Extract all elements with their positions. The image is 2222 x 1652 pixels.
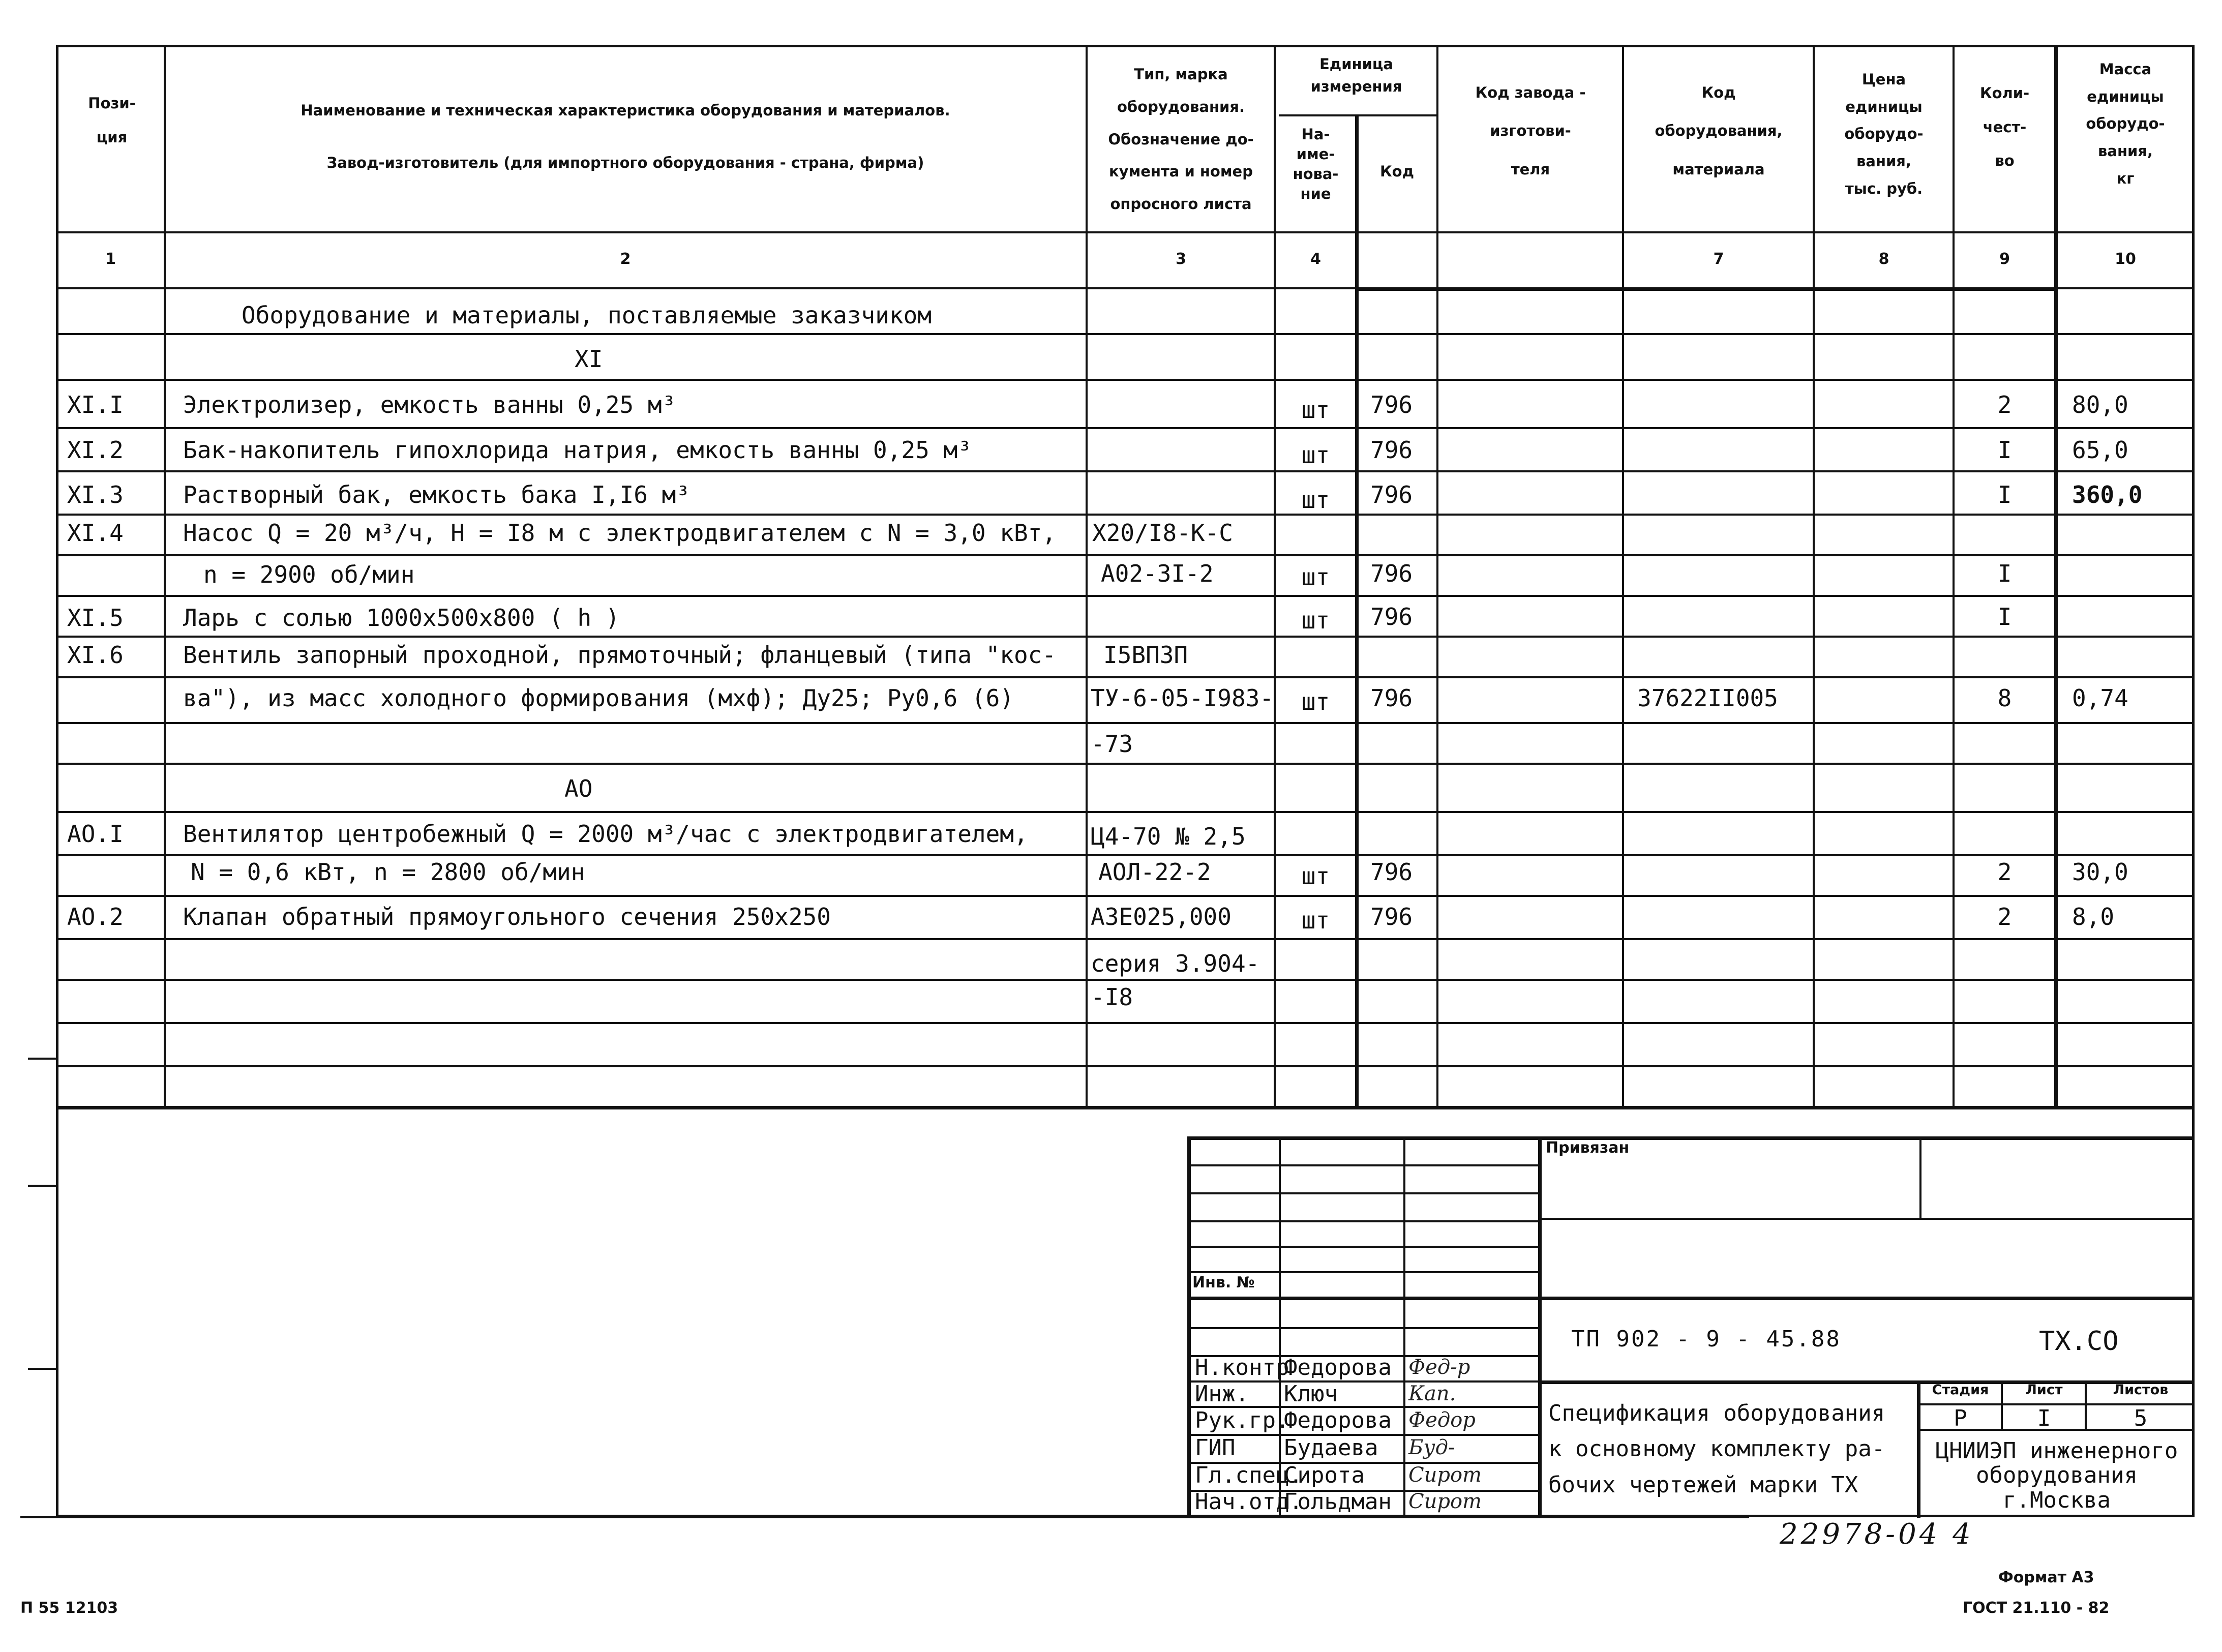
table-cell-name: Электролизер, емкость ванны 0,25 м³	[183, 391, 676, 418]
row-line	[56, 763, 2195, 765]
signer-role: Рук.гр.	[1195, 1407, 1289, 1433]
margin-tick	[28, 1368, 56, 1370]
table-cell-type: АЗЕ025,000	[1091, 903, 1232, 930]
table-cell-quantity: I	[1997, 603, 2012, 630]
table-cell-unit-code: 796	[1370, 684, 1413, 712]
col-line	[1355, 114, 1359, 1107]
signer-role: Гл.спец.	[1195, 1462, 1303, 1488]
signer-role: ГИП	[1195, 1435, 1236, 1461]
table-cell-position: XI.I	[67, 391, 124, 418]
signer-signature: Сирот	[1408, 1463, 1482, 1487]
row-line	[56, 427, 2195, 429]
table-cell-type: Ц4-70 № 2,5	[1091, 823, 1246, 850]
table-cell-type: серия 3.904-	[1091, 950, 1260, 977]
table-cell-type: I5ВПЗП	[1103, 641, 1188, 669]
sheets-label: Листов	[2113, 1382, 2169, 1398]
column-number: 3	[1176, 250, 1186, 268]
row-line	[56, 514, 2195, 516]
col-line	[1436, 45, 1438, 1107]
row-line	[56, 938, 2195, 940]
attached-label: Привязан	[1546, 1139, 1630, 1157]
gost-label: ГОСТ 21.110 - 82	[1963, 1599, 2110, 1617]
signer-role: Инж.	[1195, 1381, 1249, 1407]
table-cell-name: n = 2900 об/мин	[203, 561, 415, 588]
margin-tick	[28, 1058, 56, 1060]
tb-line	[1187, 1246, 1538, 1248]
col-line	[2054, 45, 2058, 1107]
header-type: Тип, марка оборудования. Обозначение до- кумента и номер опросного листа	[1108, 66, 1254, 213]
signer-role: Нач.отд.	[1195, 1489, 1303, 1515]
table-cell-position: XI.5	[67, 604, 124, 632]
header-mass: Масса единицы оборудо- вания, кг	[2086, 61, 2165, 187]
table-cell-position: XI.2	[67, 436, 124, 464]
table-cell-unit-code: 796	[1370, 436, 1413, 464]
header-plant-code: Код завода - изготови- теля	[1475, 84, 1586, 178]
signer-name: Сирота	[1284, 1462, 1365, 1488]
column-number: 10	[2115, 250, 2136, 268]
table-cell-position: XI.3	[67, 481, 124, 508]
header-quantity: Коли- чест- во	[1979, 84, 2030, 170]
table-cell-unit-code: 796	[1370, 603, 1413, 630]
header-name-line2: Завод-изготовитель (для импортного оборудования - страна, фирма)	[326, 154, 924, 171]
tb-line	[1187, 1192, 1538, 1194]
table-cell-unit: шт	[1301, 688, 1330, 715]
table-cell-unit-code: 796	[1370, 858, 1413, 886]
column-number: 8	[1878, 250, 1889, 268]
table-cell-name: Бак-накопитель гипохлорида натрия, емкость ванны 0,25 м³	[183, 436, 972, 464]
table-cell-mass: 65,0	[2072, 436, 2128, 464]
col-line	[1953, 45, 1955, 1107]
header-name-line1: Наименование и техническая характеристика оборудования и материалов.	[301, 102, 950, 119]
table-cell-mass: 30,0	[2072, 858, 2128, 886]
tb-line	[1538, 1136, 1542, 1518]
column-number: 7	[1713, 250, 1724, 268]
row-line	[56, 554, 2195, 556]
row-line	[56, 676, 2195, 678]
row-line	[56, 854, 2195, 856]
table-cell-unit-code: 796	[1370, 903, 1413, 930]
row-line	[56, 895, 2195, 897]
table-cell-name: Насос Q = 20 м³/ч, H = I8 м с электродвигателем с N = 3,0 кВт,	[183, 519, 1057, 547]
section-ao-label: AO	[564, 775, 593, 802]
section-xi-label: XI	[575, 345, 603, 373]
table-cell-unit: шт	[1301, 441, 1330, 469]
titleblock-top-border	[1187, 1136, 2195, 1140]
signer-name: Федорова	[1284, 1355, 1392, 1380]
row-line	[56, 595, 2195, 597]
row-line	[56, 379, 2195, 381]
left-code: П 55 12103	[20, 1599, 118, 1617]
table-cell-unit-code: 796	[1370, 391, 1413, 418]
tb-line	[1187, 1327, 1538, 1329]
signer-name: Ключ	[1284, 1381, 1338, 1407]
column-number: 1	[105, 250, 116, 268]
document-title: Спецификация оборудования к основному комплекту ра- бочих чертежей марки ТХ	[1548, 1400, 1885, 1498]
table-cell-unit-code: 796	[1370, 481, 1413, 508]
section-title: Оборудование и материалы, поставляемые заказчиком	[242, 302, 932, 329]
tb-line	[1187, 1164, 1538, 1166]
col-line	[1086, 45, 1088, 1107]
tb-line	[1538, 1297, 2195, 1300]
table-cell-name: Вентиль запорный проходной, прямоточный; фланцевый (типа "кос-	[183, 641, 1057, 669]
table-cell-name: Ларь с солью 1000x500x800 ( h )	[183, 604, 620, 632]
table-cell-mass: 8,0	[2072, 903, 2115, 930]
signer-signature: Буд-	[1408, 1436, 1455, 1459]
row-line	[56, 636, 2195, 638]
signer-role: Н.контр	[1195, 1355, 1289, 1380]
table-cell-position: XI.6	[67, 641, 124, 669]
margin-tick	[28, 1185, 56, 1187]
table-cell-quantity: 2	[1997, 391, 2012, 418]
table-cell-type: ТУ-6-05-I983-	[1091, 684, 1274, 712]
table-cell-name: ва"), из масс холодного формирования (мхф); Ду25; Ру0,6 (6)	[183, 684, 1014, 712]
tb-line	[1187, 1220, 1538, 1222]
signer-name: Федорова	[1284, 1407, 1392, 1433]
table-cell-type: A02-3I-2	[1101, 560, 1214, 587]
format-label: Формат А3	[1998, 1569, 2094, 1586]
table-cell-unit: шт	[1301, 607, 1330, 634]
signer-signature: Фед-р	[1408, 1356, 1470, 1379]
table-cell-mass: 360,0	[2072, 481, 2143, 508]
table-cell-unit-code: 796	[1370, 560, 1413, 587]
col-line	[1813, 45, 1815, 1107]
row-line	[56, 722, 2195, 724]
row-line	[56, 979, 2195, 981]
table-cell-quantity: 2	[1997, 858, 2012, 886]
table-cell-name: Растворный бак, емкость бака I,I6 м³	[183, 481, 690, 508]
table-cell-name: N = 0,6 кВт, n = 2800 об/мин	[191, 858, 585, 886]
column-number: 4	[1310, 250, 1321, 268]
table-cell-quantity: 2	[1997, 903, 2012, 930]
signer-signature: Сирот	[1408, 1490, 1482, 1513]
signer-signature: Кап.	[1408, 1382, 1456, 1405]
table-cell-position: AO.I	[67, 820, 124, 848]
signer-name: Гольдман	[1284, 1489, 1392, 1515]
table-cell-unit: шт	[1301, 907, 1330, 934]
row-line	[56, 333, 2195, 335]
table-cell-position: AO.2	[67, 903, 124, 930]
row-line	[56, 1022, 2195, 1024]
table-cell-type: X20/I8-K-C	[1092, 519, 1233, 547]
row-line	[56, 1065, 2195, 1067]
document-code: ТП 902 - 9 - 45.88	[1571, 1326, 1841, 1352]
column-number: 2	[620, 250, 631, 268]
table-cell-type: -73	[1091, 730, 1133, 758]
signer-signature: Федор	[1408, 1408, 1476, 1432]
bottom-rule	[20, 1516, 1749, 1518]
stage-label: Стадия	[1932, 1382, 1989, 1398]
table-cell-unit: шт	[1301, 396, 1330, 424]
header-unit-name: На- име- нова- ние	[1293, 126, 1339, 203]
header-unit-group: Единица измерения	[1310, 55, 1402, 95]
table-cell-name: Вентилятор центробежный Q = 2000 м³/час с электродвигателем,	[183, 820, 1028, 848]
table-cell-type: -I8	[1091, 983, 1133, 1011]
table-cell-unit: шт	[1301, 563, 1330, 591]
tb-line	[1919, 1136, 1921, 1218]
header-position: Пози- ция	[88, 95, 136, 146]
row-line	[56, 470, 2195, 472]
sheet-label: Лист	[2025, 1382, 2063, 1398]
inventory-number-label: Инв. №	[1192, 1274, 1255, 1291]
tb-line	[1187, 1271, 1538, 1273]
table-cell-mass: 0,74	[2072, 684, 2128, 712]
header-price: Цена единицы оборудо- вания, тыс. руб.	[1844, 71, 1924, 197]
stage-value: Р	[1954, 1405, 1967, 1431]
header-divider	[56, 231, 2195, 233]
table-cell-quantity: I	[1997, 560, 2012, 587]
col-line	[1622, 45, 1624, 1107]
table-cell-equipment-code: 37622II005	[1637, 684, 1778, 712]
signer-name: Будаева	[1284, 1435, 1378, 1461]
table-cell-quantity: 8	[1997, 684, 2012, 712]
sheet-value: I	[2037, 1405, 2051, 1431]
handwritten-number: 22978-04 4	[1780, 1518, 1974, 1551]
table-cell-mass: 80,0	[2072, 391, 2128, 418]
table-cell-position: XI.4	[67, 519, 124, 547]
table-cell-quantity: I	[1997, 436, 2012, 464]
sheets-value: 5	[2134, 1405, 2148, 1431]
column-number: 9	[1999, 250, 2010, 268]
table-cell-unit: шт	[1301, 862, 1330, 890]
organization: ЦНИИЭП инженерного оборудования г.Москва	[1935, 1438, 2178, 1513]
table-cell-name: Клапан обратный прямоугольного сечения 250x250	[183, 903, 831, 930]
table-cell-unit: шт	[1301, 486, 1330, 514]
col-line	[164, 45, 166, 1107]
row-line	[56, 811, 2195, 813]
tb-line	[1187, 1297, 1538, 1300]
table-cell-quantity: I	[1997, 481, 2012, 508]
data-area-top	[1355, 287, 2057, 291]
table-cell-type: АОЛ-22-2	[1098, 858, 1211, 886]
tb-line	[1538, 1218, 2195, 1220]
col-line	[1274, 45, 1276, 1107]
header-unit-code: Код	[1379, 163, 1415, 180]
table-bottom-line	[56, 1106, 2195, 1109]
document-mark: ТХ.СО	[2039, 1326, 2119, 1357]
header-equipment-code: Код оборудования, материала	[1655, 84, 1783, 178]
